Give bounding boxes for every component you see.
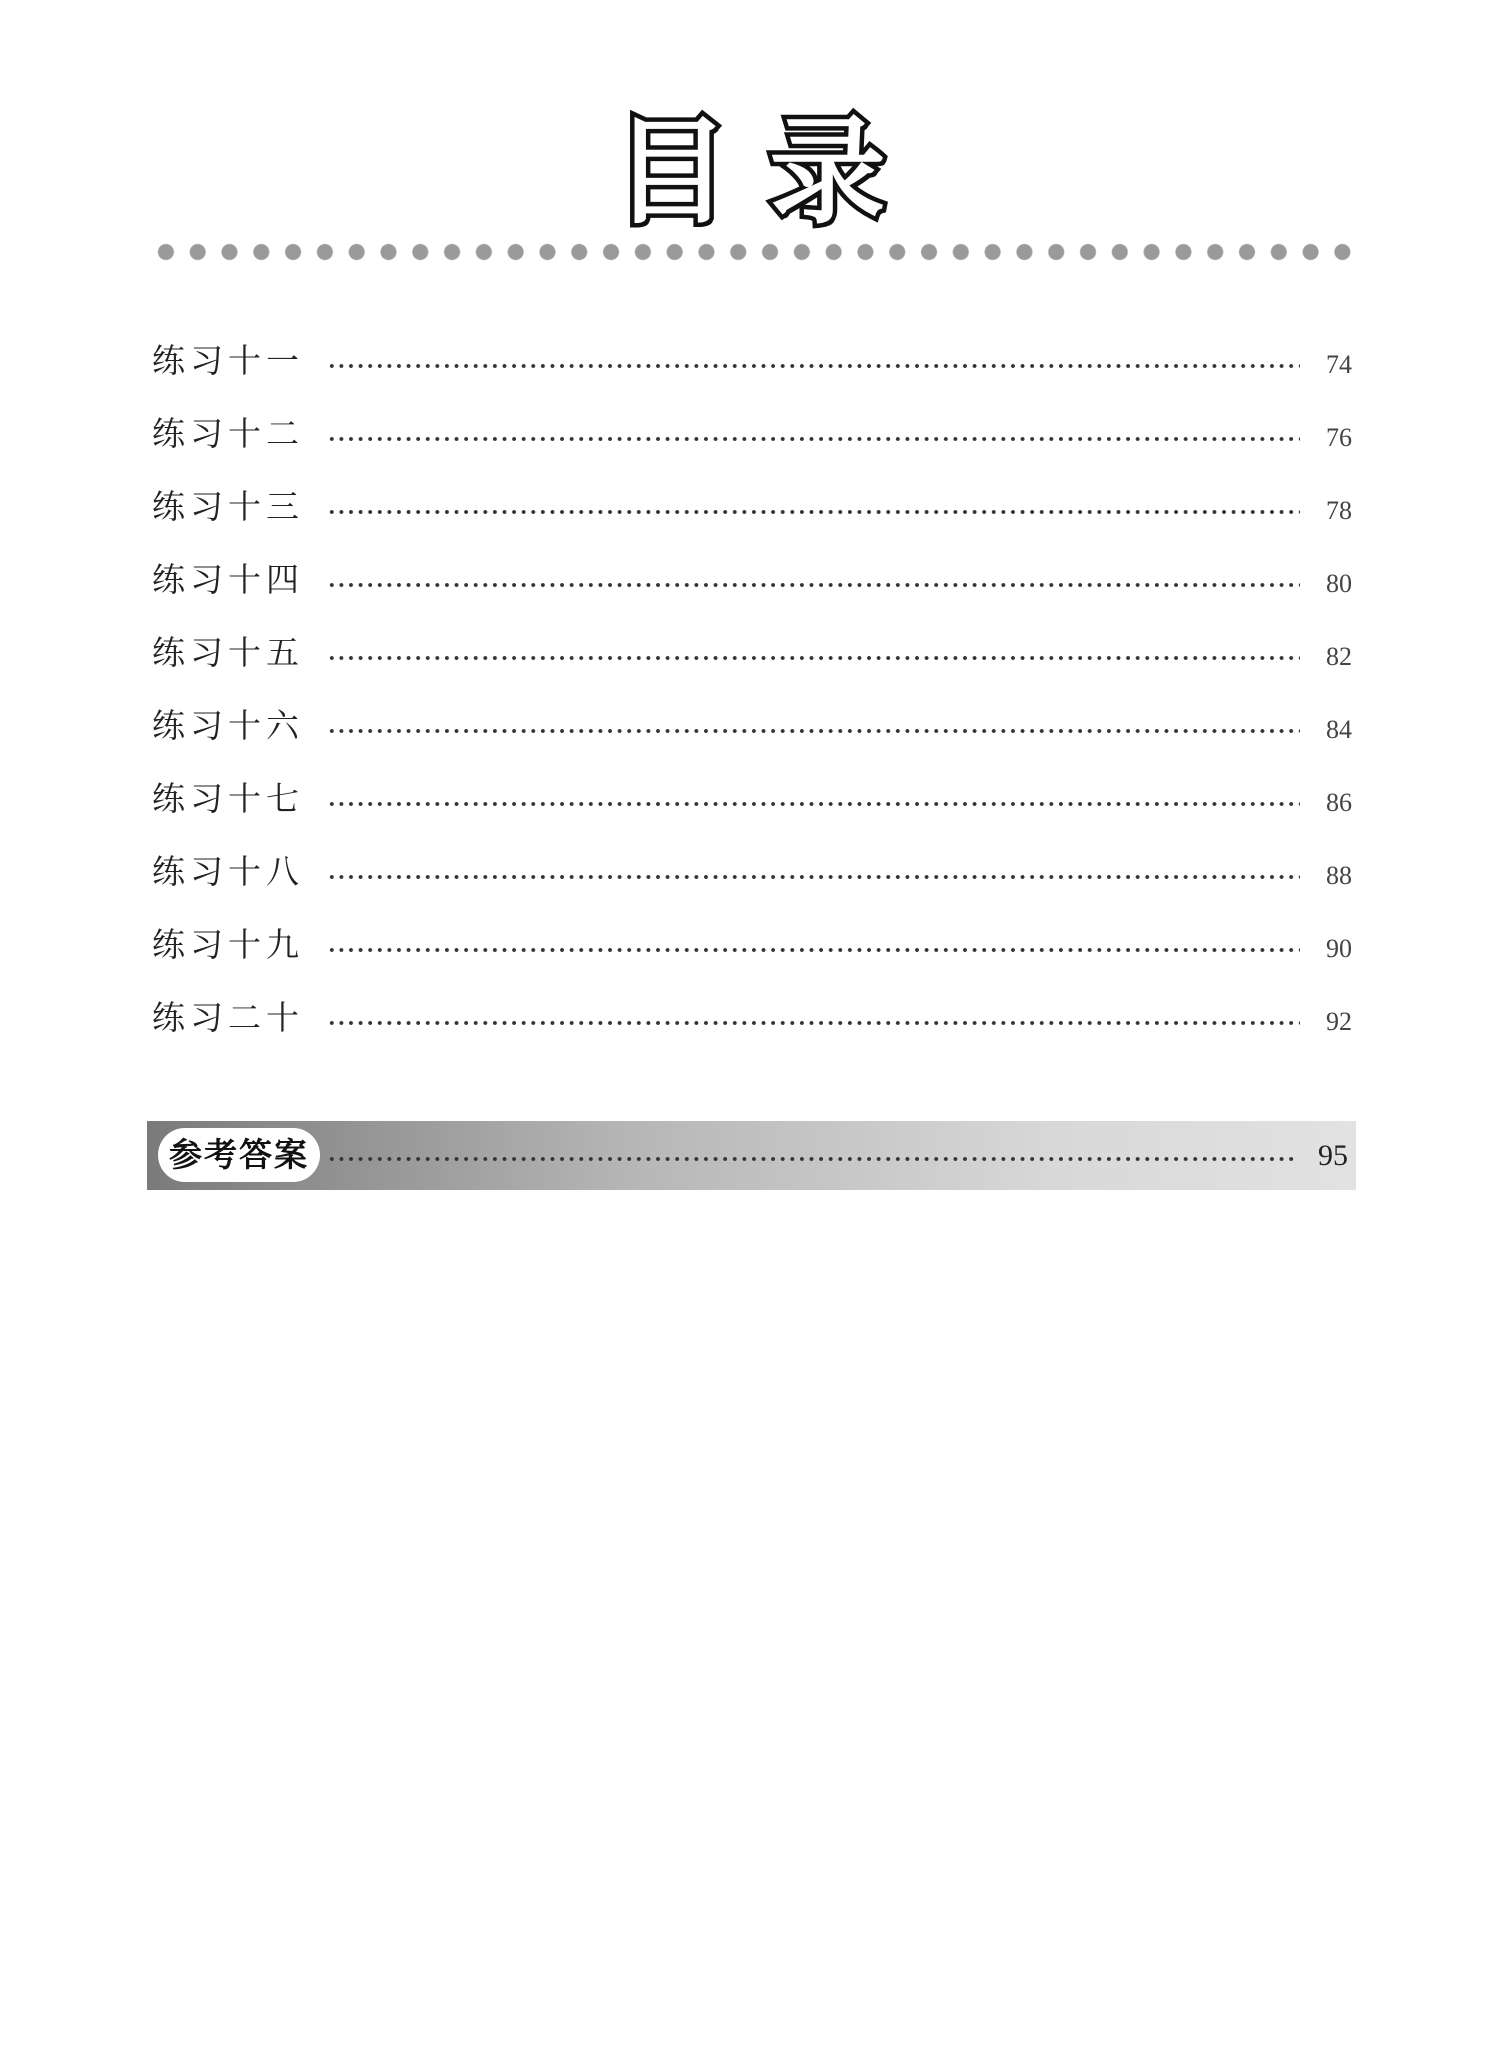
toc-entry-label: 练习十三 <box>152 487 304 526</box>
toc-entry-label: 练习十八 <box>152 852 304 891</box>
dot-leader <box>327 1156 1294 1162</box>
toc-entry-label: 练习十五 <box>152 633 304 672</box>
toc-entry[interactable] <box>152 846 1352 919</box>
toc-entry-page: 90 <box>1326 934 1352 963</box>
toc-entry-page: 80 <box>1326 569 1352 598</box>
toc-entry[interactable] <box>152 408 1352 481</box>
toc-entry-label: 练习十七 <box>152 779 304 818</box>
toc-entry-page: 88 <box>1326 861 1352 890</box>
toc-entry[interactable] <box>152 554 1352 627</box>
toc-entry-label: 练习十四 <box>152 560 304 599</box>
toc-entry[interactable] <box>152 992 1352 1065</box>
dotted-divider <box>150 243 1356 261</box>
dot-leader <box>327 874 1300 880</box>
toc-entry-label: 练习十六 <box>152 706 304 745</box>
toc-entry-page: 78 <box>1326 496 1352 525</box>
toc-entry[interactable] <box>152 335 1352 408</box>
toc-entry-label: 练习十二 <box>152 414 304 453</box>
dot-leader <box>327 655 1300 661</box>
toc-entry-label: 练习二十 <box>152 998 304 1037</box>
answers-label: 参考答案 <box>161 1131 317 1179</box>
toc-entry-page: 92 <box>1326 1007 1352 1036</box>
page-title: 目录 <box>613 105 926 240</box>
toc-list <box>152 335 1352 1065</box>
toc-entry-page: 82 <box>1326 642 1352 671</box>
toc-entry-page: 74 <box>1326 350 1352 379</box>
dot-leader <box>327 728 1300 734</box>
toc-entry-page: 86 <box>1326 788 1352 817</box>
dot-leader <box>327 363 1300 369</box>
toc-entry[interactable] <box>152 919 1352 992</box>
toc-entry-page: 76 <box>1326 423 1352 452</box>
toc-entry[interactable] <box>152 481 1352 554</box>
dot-leader <box>327 582 1300 588</box>
dot-leader <box>327 509 1300 515</box>
toc-entry-label: 练习十九 <box>152 925 304 964</box>
answers-page: 95 <box>1318 1139 1348 1172</box>
toc-entry-label: 练习十一 <box>152 341 304 380</box>
dot-leader <box>327 436 1300 442</box>
answers-entry[interactable] <box>147 1121 1356 1190</box>
dot-leader <box>327 1020 1300 1026</box>
dot-leader <box>327 801 1300 807</box>
toc-entry-page: 84 <box>1326 715 1352 744</box>
dot-leader <box>327 947 1300 953</box>
toc-entry[interactable] <box>152 700 1352 773</box>
toc-entry[interactable] <box>152 627 1352 700</box>
toc-entry[interactable] <box>152 773 1352 846</box>
